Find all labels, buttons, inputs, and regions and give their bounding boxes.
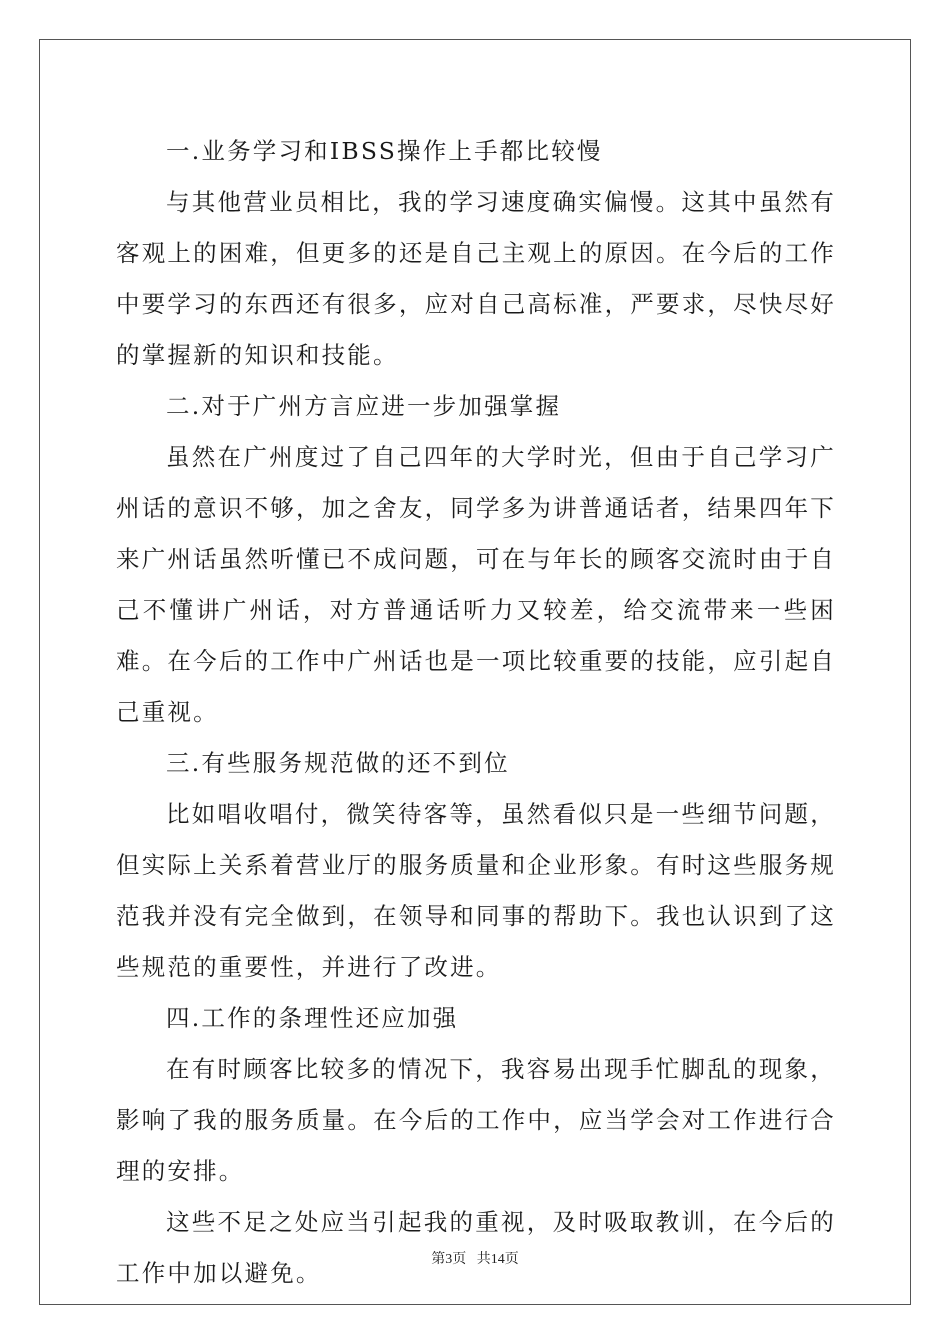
- body-paragraph-1: 与其他营业员相比，我的学习速度确实偏慢。这其中虽然有客观上的困难，但更多的还是自己主观上的原因。在今后的工作中要学习的东西还有很多，应对自己高标准，严要求，尽快尽好的掌握新的知识和技能。: [116, 188, 836, 369]
- section-heading-1: 一.业务学习和IBSS操作上手都比较慢: [166, 137, 603, 165]
- body-paragraph-4: 在有时顾客比较多的情况下，我容易出现手忙脚乱的现象，影响了我的服务质量。在今后的工作中，应当学会对工作进行合理的安排。: [116, 1055, 836, 1185]
- page-number-footer: 第3页 共14页: [431, 1252, 519, 1267]
- document-body: [116, 126, 836, 1299]
- body-paragraph-2: 虽然在广州度过了自己四年的大学时光，但由于自己学习广州话的意识不够，加之舍友，同学多为讲普通话者，结果四年下来广州话虽然听懂已不成问题，可在与年长的顾客交流时由于自己不懂讲广州话，对方普通话听力又较差，给交流带来一些困难。在今后的工作中广州话也是一项比较重要的技能，应引起自己重视。: [116, 443, 836, 726]
- section-heading-2: 二.对于广州方言应进一步加强掌握: [166, 392, 562, 420]
- body-paragraph-5: 这些不足之处应当引起我的重视，及时吸取教训，在今后的工作中加以避免。: [116, 1208, 836, 1287]
- body-paragraph-3: 比如唱收唱付，微笑待客等，虽然看似只是一些细节问题，但实际上关系着营业厅的服务质量和企业形象。有时这些服务规范我并没有完全做到，在领导和同事的帮助下。我也认识到了这些规范的重要性，并进行了改进。: [116, 800, 836, 981]
- section-heading-3: 三.有些服务规范做的还不到位: [166, 749, 510, 777]
- section-heading-4: 四.工作的条理性还应加强: [166, 1004, 459, 1032]
